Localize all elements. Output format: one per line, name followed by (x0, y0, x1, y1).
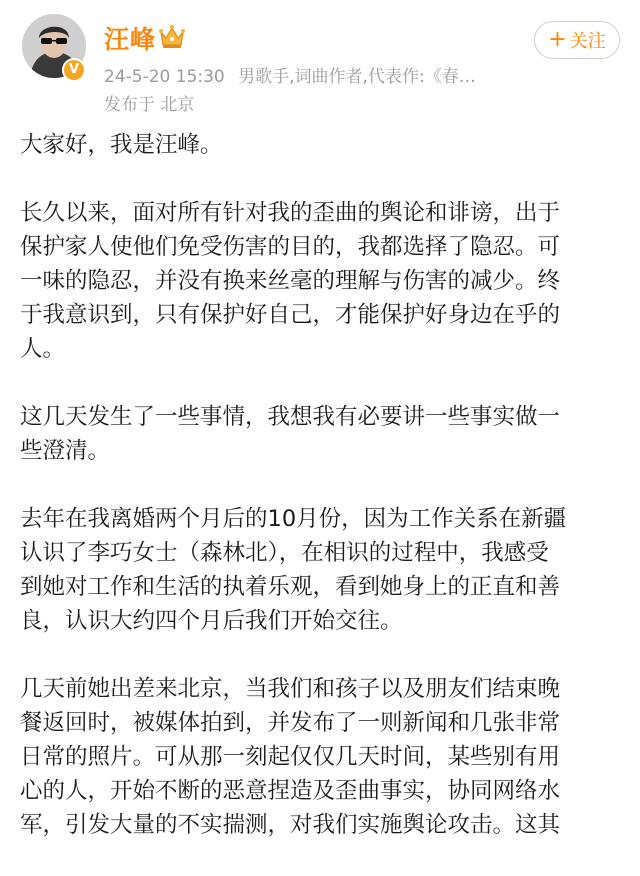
post-paragraph: 这几天发生了一些事情，我想我有必要讲一些事实做一 些澄清。 (20, 404, 561, 464)
follow-label: 关注 (569, 31, 606, 52)
post-meta (104, 62, 524, 87)
plus-icon: + (548, 27, 567, 52)
post-header (0, 0, 640, 118)
post-paragraph: 去年在我离婚两个月后的10月份，因为工作关系在新疆 认识了李巧女士（森林北），在相识的过程中，我感受 到她对工作和生活的执着乐观，看到她身上的正直和善 良，认识大约四个月后我们开始交往。 (20, 506, 567, 634)
post-paragraph: 长久以来，面对所有针对我的歪曲的舆论和诽谤，出于 保护家人使他们免受伤害的目的，我都选择了隐忍。可 一味的隐忍，并没有换来丝毫的理解与伤害的减少。终 于我意识到，只有保护好自己，才能保护好身边在乎的 人。 (20, 200, 561, 362)
verified-badge-icon: V (62, 58, 86, 82)
post-content (20, 128, 630, 876)
follow-button[interactable] (534, 21, 620, 59)
post-timestamp: 24-5-20 15:30 (104, 67, 225, 87)
crown-icon (158, 24, 186, 50)
author-bio: 男歌手,词曲作者,代表作:《春… (238, 67, 476, 87)
post-paragraph: 大家好，我是汪峰。 (20, 132, 223, 158)
post-paragraph: 几天前她出差来北京，当我们和孩子以及朋友们结束晚 餐返回时，被媒体拍到，并发布了一则新闻和几张非常 日常的照片。可从那一刻起仅仅几天时间，某些别有用 心的人，开始不断的恶意捏造及歪曲事实，协同网络水 军，引发大量的不实揣测，对我们实施舆论攻击。这其 (20, 676, 561, 838)
username[interactable]: 汪峰 (104, 25, 157, 54)
post-location: 发布于 北京 (104, 95, 195, 115)
